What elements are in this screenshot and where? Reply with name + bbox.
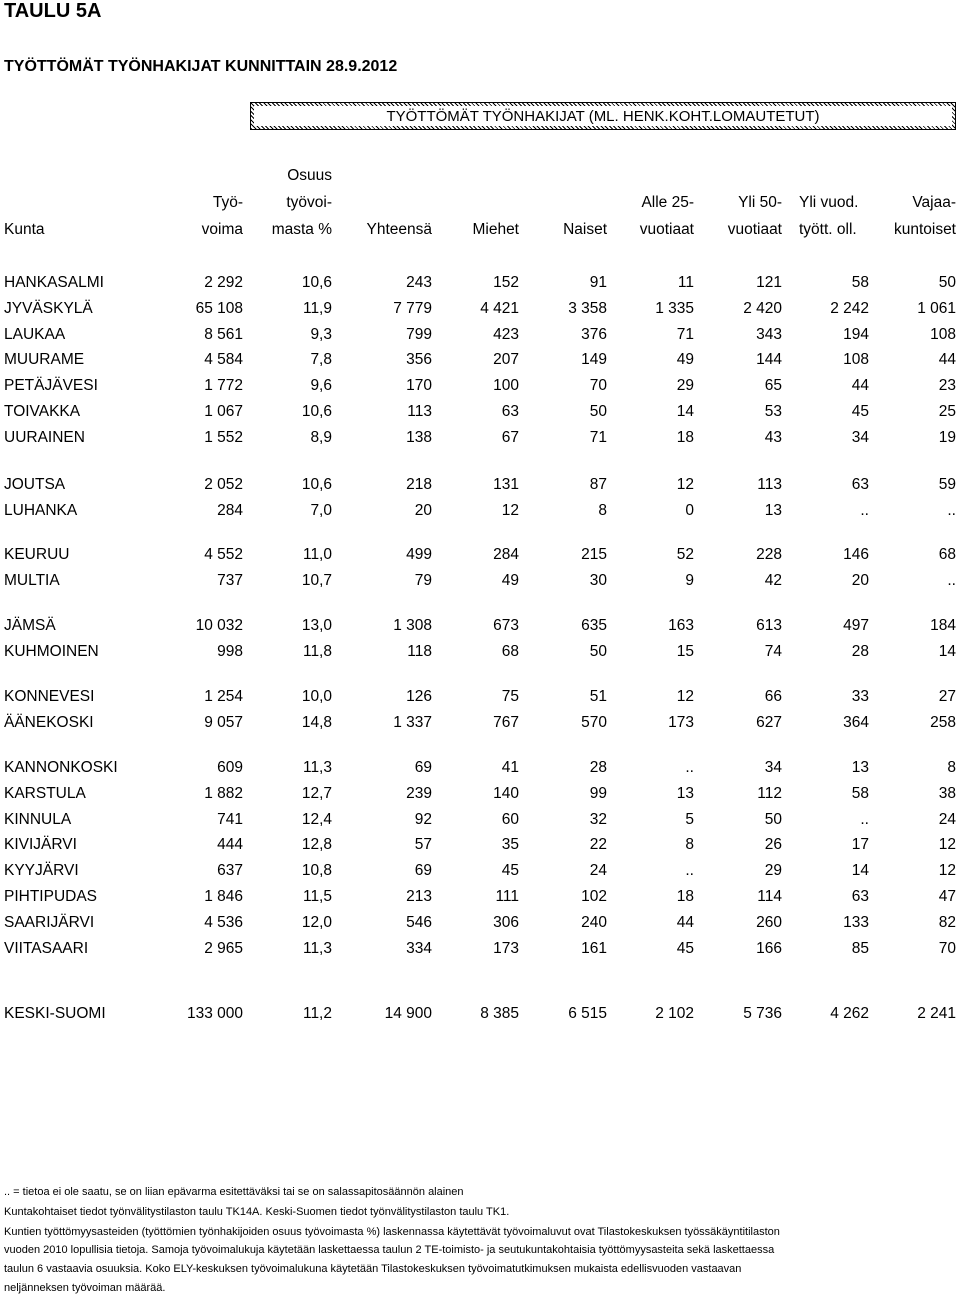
table-cell: 4 421: [480, 300, 519, 317]
table-cell: 741: [217, 811, 243, 828]
table-cell: 799: [406, 326, 432, 343]
municipality-name: ÄÄNEKOSKI: [4, 714, 94, 731]
table-cell: 108: [930, 326, 956, 343]
header-tyovoima-line1: Työ-: [212, 194, 243, 211]
table-cell: 149: [581, 351, 607, 368]
table-cell: 111: [495, 888, 519, 905]
table-cell: 161: [581, 940, 607, 957]
table-cell: ..: [860, 502, 869, 519]
table-cell: 26: [764, 836, 782, 853]
table-cell: 5: [685, 811, 694, 828]
table-cell: 166: [756, 940, 782, 957]
table-cell: 131: [493, 476, 519, 493]
table-cell: 635: [581, 617, 607, 634]
table-cell: 13,0: [301, 617, 332, 634]
table-cell: 30: [589, 572, 607, 589]
table-cell: 356: [406, 351, 432, 368]
table-cell: 10,0: [301, 688, 332, 705]
municipality-name: MUURAME: [4, 351, 85, 368]
table-cell: 497: [843, 617, 869, 634]
table-cell: 68: [938, 546, 956, 563]
table-cell: 10,6: [301, 274, 332, 291]
table-cell: 10,8: [301, 862, 332, 879]
table-cell: 2 102: [655, 1005, 694, 1022]
header-alle25-line2: vuotiaat: [639, 221, 694, 238]
table-cell: 2 241: [917, 1005, 956, 1022]
table-cell: 173: [668, 714, 694, 731]
table-cell: 22: [589, 836, 607, 853]
table-cell: 673: [493, 617, 519, 634]
table-cell: 444: [217, 836, 243, 853]
table-cell: 1 772: [204, 377, 243, 394]
table-cell: 570: [581, 714, 607, 731]
table-cell: 2 965: [204, 940, 243, 957]
table-cell: 51: [589, 688, 607, 705]
table-cell: ..: [947, 502, 956, 519]
table-cell: 28: [589, 759, 607, 776]
table-cell: 133 000: [186, 1005, 243, 1022]
table-cell: 113: [407, 403, 432, 420]
table-cell: 87: [589, 476, 607, 493]
table-cell: 44: [938, 351, 956, 368]
municipality-name: UURAINEN: [4, 429, 85, 446]
table-cell: 35: [501, 836, 519, 853]
table-cell: 218: [406, 476, 432, 493]
table-cell: 58: [851, 274, 869, 291]
table-cell: 7,8: [310, 351, 332, 368]
table-cell: 1 335: [655, 300, 694, 317]
table-cell: 52: [676, 546, 694, 563]
table-cell: 49: [676, 351, 694, 368]
table-cell: 19: [938, 429, 956, 446]
table-cell: 767: [493, 714, 519, 731]
table-cell: 13: [676, 785, 694, 802]
column-group-banner: [250, 102, 956, 130]
footnote-line: taulun 6 vastaavia osuuksia. Koko ELY-keskuksen työvoimalukuna käytetään Tilastokeskuksen työvoimatutkimuksen mukaista edellisvuoden vastaavan: [4, 1263, 742, 1275]
table-cell: 8 561: [204, 326, 243, 343]
header-vajaa-line1: Vajaa-: [912, 194, 956, 211]
table-cell: 15: [676, 643, 694, 660]
municipality-name: TOIVAKKA: [4, 403, 81, 420]
table-cell: 184: [930, 617, 956, 634]
table-cell: 53: [764, 403, 782, 420]
table-cell: 343: [756, 326, 782, 343]
table-cell: 14: [938, 643, 956, 660]
table-cell: 82: [938, 914, 956, 931]
municipality-name: KYYJÄRVI: [4, 862, 79, 879]
table-cell: 9 057: [204, 714, 243, 731]
table-cell: 33: [851, 688, 869, 705]
header-osuus-line3: masta %: [271, 221, 332, 238]
table-cell: 68: [501, 643, 519, 660]
municipality-name: KESKI-SUOMI: [4, 1005, 106, 1022]
table-cell: 44: [851, 377, 869, 394]
table-cell: ..: [947, 572, 956, 589]
municipality-name: LAUKAA: [4, 326, 66, 343]
table-cell: 10,6: [301, 403, 332, 420]
table-cell: 112: [757, 785, 782, 802]
table-cell: 108: [843, 351, 869, 368]
table-cell: 228: [756, 546, 782, 563]
table-cell: 23: [938, 377, 956, 394]
municipality-name: JOUTSA: [4, 476, 66, 493]
table-cell: 29: [764, 862, 782, 879]
table-title: TAULU 5A: [4, 0, 102, 22]
table-cell: 65: [764, 377, 782, 394]
table-cell: 24: [589, 862, 607, 879]
table-cell: 163: [668, 617, 694, 634]
table-cell: 546: [406, 914, 432, 931]
table-cell: 18: [676, 888, 694, 905]
table-cell: 24: [938, 811, 956, 828]
table-cell: 67: [501, 429, 519, 446]
municipality-name: KINNULA: [4, 811, 72, 828]
table-cell: 2 420: [743, 300, 782, 317]
table-cell: 6 515: [568, 1005, 607, 1022]
footnote-line: neljänneksen työvoiman määrää.: [4, 1282, 166, 1294]
table-cell: 69: [414, 759, 432, 776]
footnote-line: Kuntien työttömyysasteiden (työttömien työnhakijoiden osuus työvoimasta %) laskennassa käytettävät työvoimaluvut ovat Tilastokeskuksen työssäkäyntitilaston: [4, 1226, 780, 1238]
table-cell: 11,5: [302, 888, 332, 905]
table-cell: 364: [843, 714, 869, 731]
table-cell: 45: [851, 403, 869, 420]
table-cell: 11,2: [302, 1005, 332, 1022]
header-alle25-line1: Alle 25-: [641, 194, 694, 211]
table-cell: 737: [217, 572, 243, 589]
table-cell: 0: [685, 502, 694, 519]
table-cell: 613: [756, 617, 782, 634]
table-cell: 207: [493, 351, 519, 368]
municipality-name: SAARIJÄRVI: [4, 914, 95, 931]
table-cell: 114: [757, 888, 782, 905]
municipality-name: KARSTULA: [4, 785, 86, 802]
table-cell: 2 292: [204, 274, 243, 291]
table-cell: 13: [851, 759, 869, 776]
table-cell: 1 067: [204, 403, 243, 420]
table-cell: 284: [493, 546, 519, 563]
header-miehet: Miehet: [472, 221, 519, 238]
header-ylivuod-line1: Yli vuod.: [799, 194, 859, 211]
table-cell: 41: [501, 759, 519, 776]
table-cell: 27: [938, 688, 956, 705]
table-cell: 12: [501, 502, 519, 519]
table-cell: 121: [756, 274, 782, 291]
table-cell: 4 262: [830, 1005, 869, 1022]
table-cell: 258: [930, 714, 956, 731]
table-cell: 85: [851, 940, 869, 957]
table-cell: 12: [676, 476, 694, 493]
table-cell: 2 052: [204, 476, 243, 493]
table-cell: 146: [843, 546, 869, 563]
table-cell: 71: [589, 429, 607, 446]
table-cell: 42: [764, 572, 782, 589]
header-naiset: Naiset: [563, 221, 607, 238]
table-cell: 4 584: [204, 351, 243, 368]
header-kunta: Kunta: [4, 221, 45, 238]
table-cell: 65 108: [195, 300, 243, 317]
municipality-name: HANKASALMI: [4, 274, 104, 291]
municipality-name: PIHTIPUDAS: [4, 888, 98, 905]
table-cell: 170: [406, 377, 432, 394]
table-cell: 998: [217, 643, 243, 660]
table-cell: 334: [406, 940, 432, 957]
table-cell: 2 242: [830, 300, 869, 317]
table-cell: ..: [860, 811, 869, 828]
table-cell: 213: [406, 888, 432, 905]
table-cell: 57: [414, 836, 432, 853]
table-cell: 70: [938, 940, 956, 957]
municipality-name: PETÄJÄVESI: [4, 377, 98, 394]
table-cell: 239: [406, 785, 432, 802]
municipality-name: KONNEVESI: [4, 688, 95, 705]
header-osuus-line1: Osuus: [287, 167, 332, 184]
footnote-line: .. = tietoa ei ole saatu, se on liian epävarma esitettäväksi tai se on salassapitosäännön alainen: [4, 1186, 464, 1198]
table-cell: 75: [501, 688, 519, 705]
table-cell: 4 552: [204, 546, 243, 563]
table-cell: 100: [493, 377, 519, 394]
header-yli50-line1: Yli 50-: [738, 194, 782, 211]
table-cell: 627: [756, 714, 782, 731]
table-cell: 13: [764, 502, 782, 519]
municipality-name: KUHMOINEN: [4, 643, 99, 660]
table-cell: 376: [581, 326, 607, 343]
table-cell: 45: [501, 862, 519, 879]
table-cell: 215: [581, 546, 607, 563]
table-cell: 499: [406, 546, 432, 563]
table-cell: 10 032: [195, 617, 243, 634]
table-cell: 152: [493, 274, 519, 291]
municipality-name: JÄMSÄ: [4, 617, 56, 634]
table-cell: 11,9: [302, 300, 332, 317]
table-cell: 7,0: [310, 502, 332, 519]
table-cell: 113: [757, 476, 782, 493]
table-cell: 32: [589, 811, 607, 828]
table-cell: 79: [414, 572, 432, 589]
table-cell: 59: [938, 476, 956, 493]
table-cell: 4 536: [204, 914, 243, 931]
column-group-label: TYÖTTÖMÄT TYÖNHAKIJAT (ML. HENK.KOHT.LOMAUTETUT): [254, 106, 952, 126]
table-cell: 173: [493, 940, 519, 957]
table-cell: 50: [938, 274, 956, 291]
table-cell: 1 061: [917, 300, 956, 317]
header-tyovoima-line2: voima: [201, 221, 243, 238]
header-osuus-line2: työvoi-: [286, 194, 332, 211]
table-cell: 14,8: [301, 714, 332, 731]
table-cell: 25: [938, 403, 956, 420]
table-cell: 3 358: [568, 300, 607, 317]
table-cell: 10,7: [301, 572, 332, 589]
header-yli50-line2: vuotiaat: [727, 221, 782, 238]
municipality-name: LUHANKA: [4, 502, 78, 519]
table-cell: 10,6: [301, 476, 332, 493]
table-cell: 29: [676, 377, 694, 394]
table-cell: 14 900: [384, 1005, 432, 1022]
municipality-name: KEURUU: [4, 546, 70, 563]
table-cell: 20: [414, 502, 432, 519]
header-vajaa-line2: kuntoiset: [893, 221, 956, 238]
table-cell: 12,8: [301, 836, 332, 853]
table-cell: 126: [406, 688, 432, 705]
table-cell: 14: [851, 862, 869, 879]
table-cell: 8: [947, 759, 956, 776]
table-cell: 8: [685, 836, 694, 853]
municipality-name: MULTIA: [4, 572, 60, 589]
table-cell: 50: [589, 403, 607, 420]
table-cell: 34: [851, 429, 869, 446]
table-cell: 9: [685, 572, 694, 589]
footnote-line: vuoden 2010 lopullisia tietoja. Samoja työvoimalukuja käytetään laskettaessa taulun 2 TE-toimisto- ja seutukuntakohtaisia työttömyysasteita sekä laskettaessa: [4, 1244, 775, 1256]
table-cell: 71: [676, 326, 694, 343]
table-cell: 92: [414, 811, 432, 828]
table-cell: 38: [938, 785, 956, 802]
table-cell: 12,4: [301, 811, 332, 828]
table-cell: 240: [581, 914, 607, 931]
municipality-name: JYVÄSKYLÄ: [4, 300, 93, 317]
table-cell: 118: [407, 643, 432, 660]
table-cell: 43: [764, 429, 782, 446]
table-cell: 9,6: [310, 377, 332, 394]
table-cell: 91: [589, 274, 607, 291]
table-cell: 70: [589, 377, 607, 394]
table-cell: 63: [501, 403, 519, 420]
header-yhteensa: Yhteensä: [366, 221, 432, 238]
header-ylivuod-line2: tyött. oll.: [799, 221, 857, 238]
table-cell: 1 552: [204, 429, 243, 446]
table-cell: 20: [851, 572, 869, 589]
table-cell: 12: [938, 836, 956, 853]
table-cell: 58: [851, 785, 869, 802]
table-cell: 63: [851, 888, 869, 905]
table-cell: 11,8: [302, 643, 332, 660]
table-cell: 1 308: [393, 617, 432, 634]
table-cell: 47: [938, 888, 956, 905]
table-cell: 284: [217, 502, 243, 519]
table-cell: 9,3: [310, 326, 332, 343]
table-cell: ..: [685, 759, 694, 776]
table-cell: 11,3: [302, 759, 332, 776]
table-cell: 74: [764, 643, 782, 660]
table-cell: 637: [217, 862, 243, 879]
table-cell: 63: [851, 476, 869, 493]
table-cell: 50: [589, 643, 607, 660]
table-cell: 11,3: [302, 940, 332, 957]
table-cell: 1 254: [204, 688, 243, 705]
table-cell: 140: [493, 785, 519, 802]
table-cell: 12,0: [301, 914, 332, 931]
table-cell: 144: [756, 351, 782, 368]
table-cell: 44: [676, 914, 694, 931]
table-cell: 7 779: [393, 300, 432, 317]
table-cell: 49: [501, 572, 519, 589]
municipality-name: VIITASAARI: [4, 940, 89, 957]
table-cell: 8: [598, 502, 607, 519]
table-cell: 66: [764, 688, 782, 705]
table-cell: 306: [493, 914, 519, 931]
table-cell: 609: [217, 759, 243, 776]
table-cell: 50: [764, 811, 782, 828]
table-cell: 194: [843, 326, 869, 343]
table-cell: 69: [414, 862, 432, 879]
table-cell: 5 736: [743, 1005, 782, 1022]
table-cell: 102: [581, 888, 607, 905]
table-cell: 243: [406, 274, 432, 291]
table-cell: 28: [851, 643, 869, 660]
table-cell: 138: [406, 429, 432, 446]
footnote-line: Kuntakohtaiset tiedot työnvälitystilaston taulu TK14A. Keski-Suomen tiedot työnvälitystilaston taulu TK1.: [4, 1206, 510, 1218]
table-cell: 45: [676, 940, 694, 957]
municipality-name: KANNONKOSKI: [4, 759, 118, 776]
table-cell: 60: [501, 811, 519, 828]
table-cell: 1 882: [204, 785, 243, 802]
table-cell: 12,7: [301, 785, 332, 802]
table-cell: 17: [851, 836, 869, 853]
table-cell: 1 337: [393, 714, 432, 731]
table-cell: 8 385: [480, 1005, 519, 1022]
table-cell: ..: [685, 862, 694, 879]
table-cell: 12: [938, 862, 956, 879]
table-cell: 260: [756, 914, 782, 931]
table-cell: 34: [764, 759, 782, 776]
table-cell: 18: [676, 429, 694, 446]
table-cell: 11: [677, 274, 694, 291]
table-cell: 11,0: [302, 546, 332, 563]
table-cell: 8,9: [310, 429, 332, 446]
table-subtitle: TYÖTTÖMÄT TYÖNHAKIJAT KUNNITTAIN 28.9.2012: [4, 58, 398, 75]
table-cell: 133: [843, 914, 869, 931]
table-cell: 12: [676, 688, 694, 705]
table-cell: 99: [589, 785, 607, 802]
table-cell: 1 846: [204, 888, 243, 905]
municipality-name: KIVIJÄRVI: [4, 836, 77, 853]
table-cell: 423: [493, 326, 519, 343]
table-cell: 14: [676, 403, 694, 420]
